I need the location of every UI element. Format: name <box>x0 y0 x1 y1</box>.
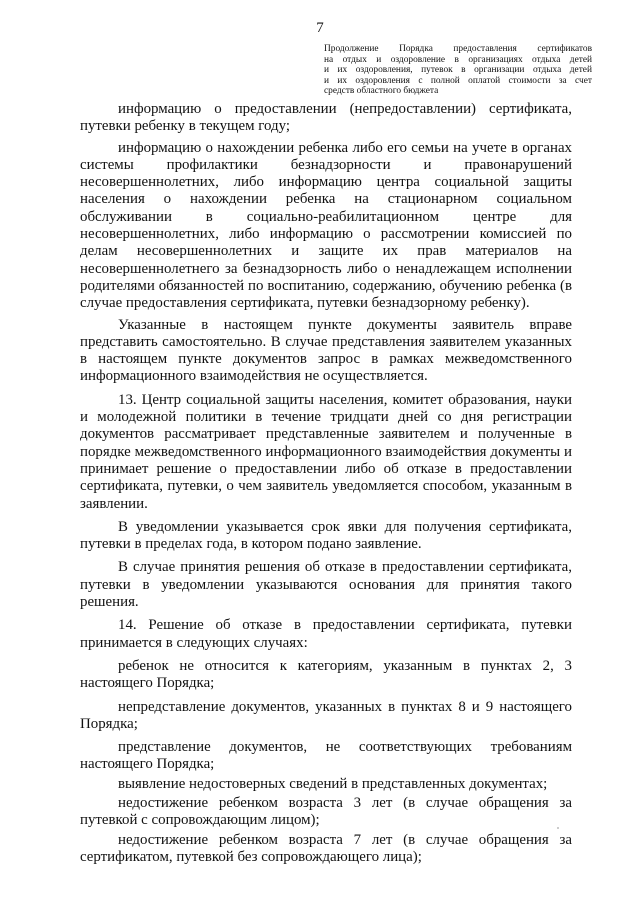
header-note-line: и их оздоровления с полной оплатой стоимости за счет <box>324 75 592 86</box>
paragraph: непредставление документов, указанных в пунктах 8 и 9 настоящего Порядка; <box>80 698 572 732</box>
page-number: 7 <box>316 20 324 36</box>
header-note <box>324 44 592 97</box>
header-note-line: средств областного бюджета <box>324 86 439 97</box>
header-note-line: и их оздоровления, путевок в организации отдыха детей <box>324 65 592 76</box>
document-body <box>80 101 572 868</box>
paragraph: Указанные в настоящем пункте документы заявитель вправе представить самостоятельно. В случае представления заявителем указанных в настоящем пункте документов запрос в рамках межведомственного информационного взаимодействия не осуществляется. <box>80 316 572 385</box>
paragraph: информацию о предоставлении (непредоставлении) сертификата, путевки ребенку в текущем году; <box>80 101 572 135</box>
paragraph: выявление недостоверных сведений в представленных документах; <box>118 775 548 792</box>
paragraph: недостижение ребенком возраста 7 лет (в случае обращения за сертификатом, путевкой без сопровождающего лица); <box>80 831 572 865</box>
paragraph: информацию о нахождении ребенка либо его семьи на учете в органах системы профилактики безнадзорности и правонарушений несовершеннолетних, либо информацию центра социальной защиты населения о нахождении ребенка на стационарном социальном обслуживании в социально-реабилитационном центре для несовершеннолетних, либо информацию о рассмотрении комиссией по делам несовершеннолетних и защите их прав материалов на несовершеннолетнего за безнадзорность либо о ненадлежащем исполнении родителями обязанностей по воспитанию, содержанию, обучению ребенка (в случае предоставления сертификата, путевки безнадзорному ребенку). <box>80 139 572 312</box>
paragraph: В случае принятия решения об отказе в предоставлении сертификата, путевки в уведомлении указываются основания для принятия такого решения. <box>80 559 572 611</box>
scan-speck <box>557 827 559 829</box>
paragraph: ребенок не относится к категориям, указанным в пунктах 2, 3 настоящего Порядка; <box>80 657 572 692</box>
paragraph: 14. Решение об отказе в предоставлении сертификата, путевки принимается в следующих случаях: <box>80 617 572 651</box>
header-note-line: Продолжение Порядка предоставления сертификатов <box>324 44 592 54</box>
paragraph: В уведомлении указывается срок явки для получения сертификата, путевки в пределах года, в котором подано заявление. <box>80 518 572 553</box>
paragraph: недостижение ребенком возраста 3 лет (в случае обращения за путевкой с сопровождающим лицом); <box>80 794 572 829</box>
header-note-line: на отдых и оздоровление в организациях отдыха детей <box>324 54 592 65</box>
paragraph: представление документов, не соответствующих требованиям настоящего Порядка; <box>80 739 572 773</box>
paragraph: 13. Центр социальной защиты населения, комитет образования, науки и молодежной политики в течение тридцати дней со дня регистрации документов рассматривает представленные заявителем и полученные в порядке межведомственного информационного взаимодействия документы и принимает решение о предоставлении либо об отказе в предоставлении сертификата, путевки, о чем заявитель уведомляется способом, указанным в заявлении. <box>80 391 572 512</box>
